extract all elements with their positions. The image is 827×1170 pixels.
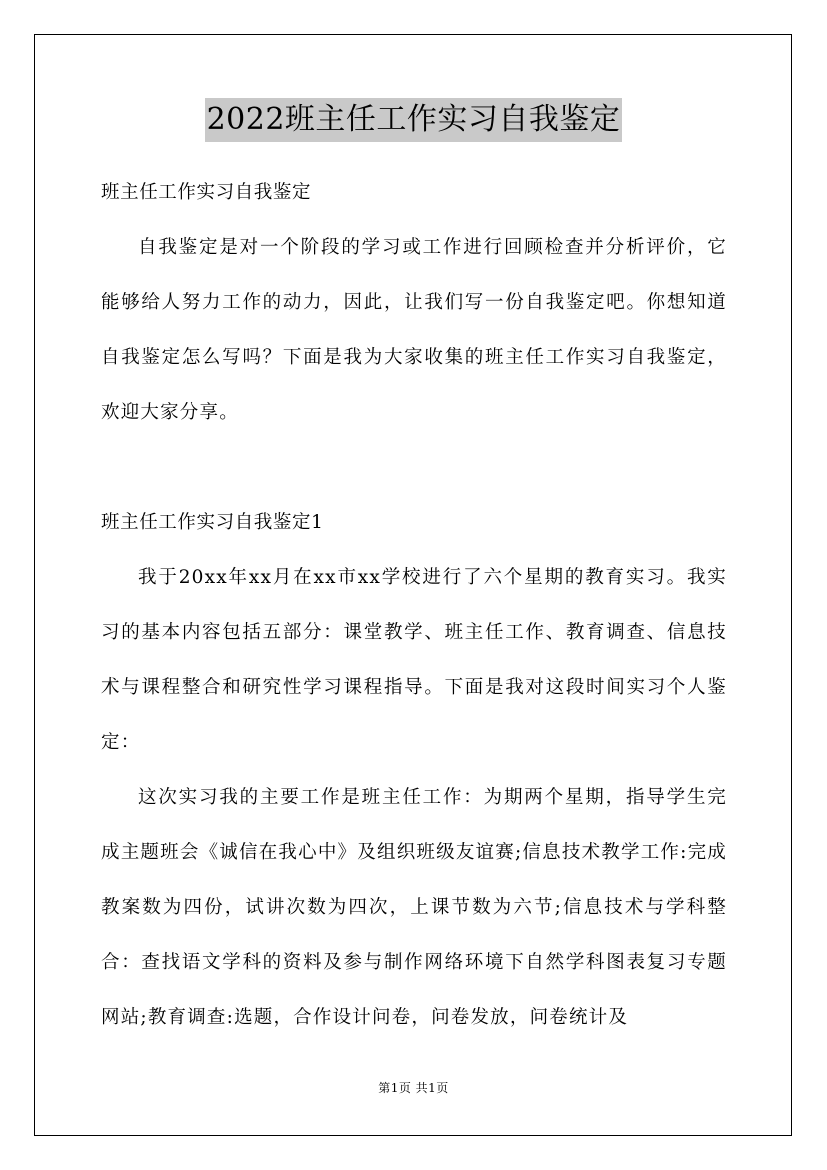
intro-paragraph: 自我鉴定是对一个阶段的学习或工作进行回顾检查并分析评价，它能够给人努力工作的动力，因此，让我们写一份自我鉴定吧。你想知道自我鉴定怎么写吗？下面是我为大家收集的班主任工作实习自我鉴定，欢迎大家分享。 (101, 237, 727, 423)
blank-line (101, 440, 727, 495)
subtitle: 班主任工作实习自我鉴定 (101, 182, 312, 203)
body-paragraph-2: 这次实习我的主要工作是班主任工作：为期两个星期，指导学生完成主题班会《诚信在我心中》及组织班级友谊赛;信息技术教学工作:完成教案数为四份，试讲次数为四次，上课节数为六节;信息技术与学科整合：查找语文学科的资料及参与制作网络环境下自然学科图表复习专题网站;教育调查:选题，合作设计问卷，问卷发放，问卷统计及 (101, 787, 727, 1028)
title-container (0, 98, 827, 142)
body-paragraph-1: 我于20xx年xx月在xx市xx学校进行了六个星期的教育实习。我实习的基本内容包括五部分：课堂教学、班主任工作、教育调查、信息技术与课程整合和研究性学习课程指导。下面是我对这段时间实习个人鉴定： (101, 567, 727, 753)
section-heading: 班主任工作实习自我鉴定1 (101, 512, 324, 533)
document-title: 2022班主任工作实习自我鉴定 (205, 98, 623, 142)
page-footer: 第1页 共1页 (378, 1081, 449, 1095)
document-body (101, 165, 727, 1045)
